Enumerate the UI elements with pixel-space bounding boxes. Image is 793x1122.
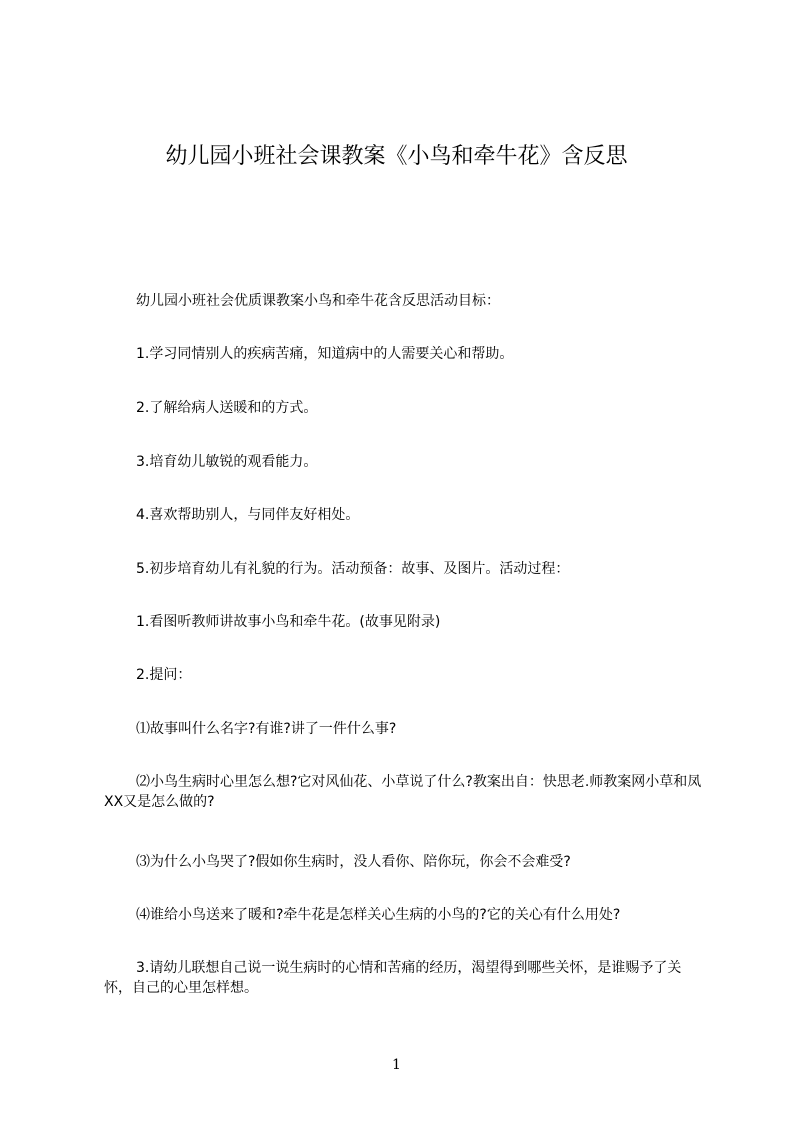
paragraph-intro: 幼儿园小班社会优质课教案小鸟和牵牛花含反思活动目标： <box>136 293 500 309</box>
page-number: 1 <box>392 1057 401 1073</box>
document-title: 幼儿园小班社会课教案《小鸟和牵牛花》含反思 <box>165 144 628 169</box>
paragraph-question-2: ⑵小鸟生病时心里怎么想?它对风仙花、小草说了什么?教案出自：快思老.师教案网小草和凤XX又是怎么做的? <box>104 774 702 810</box>
paragraph-process-2: 2.提问： <box>136 667 192 683</box>
paragraph-goal-5: 5.初步培育幼儿有礼貌的行为。活动预备：故事、及图片。活动过程： <box>136 561 570 577</box>
paragraph-question-1: ⑴故事叫什么名字?有谁?讲了一件什么事? <box>136 721 397 737</box>
paragraph-process-3: 3.请幼儿联想自己说一说生病时的心情和苦痛的经历，渴望得到哪些关怀，是谁赐予了关怀，自己的心里怎样想。 <box>104 960 682 996</box>
paragraph-goal-1: 1.学习同情别人的疾病苦痛，知道病中的人需要关心和帮助。 <box>136 346 514 362</box>
paragraph-goal-3: 3.培育幼儿敏锐的观看能力。 <box>136 454 318 470</box>
paragraph-question-4: ⑷谁给小鸟送来了暖和?牵牛花是怎样关心生病的小鸟的?它的关心有什么用处? <box>136 907 621 923</box>
paragraph-goal-4: 4.喜欢帮助别人，与同伴友好相处。 <box>136 507 360 523</box>
paragraph-question-3: ⑶为什么小鸟哭了?假如你生病时，没人看你、陪你玩，你会不会难受? <box>136 854 571 870</box>
paragraph-goal-2: 2.了解给病人送暖和的方式。 <box>136 400 318 416</box>
paragraph-process-1: 1.看图听教师讲故事小鸟和牵牛花。(故事见附录) <box>136 614 441 630</box>
